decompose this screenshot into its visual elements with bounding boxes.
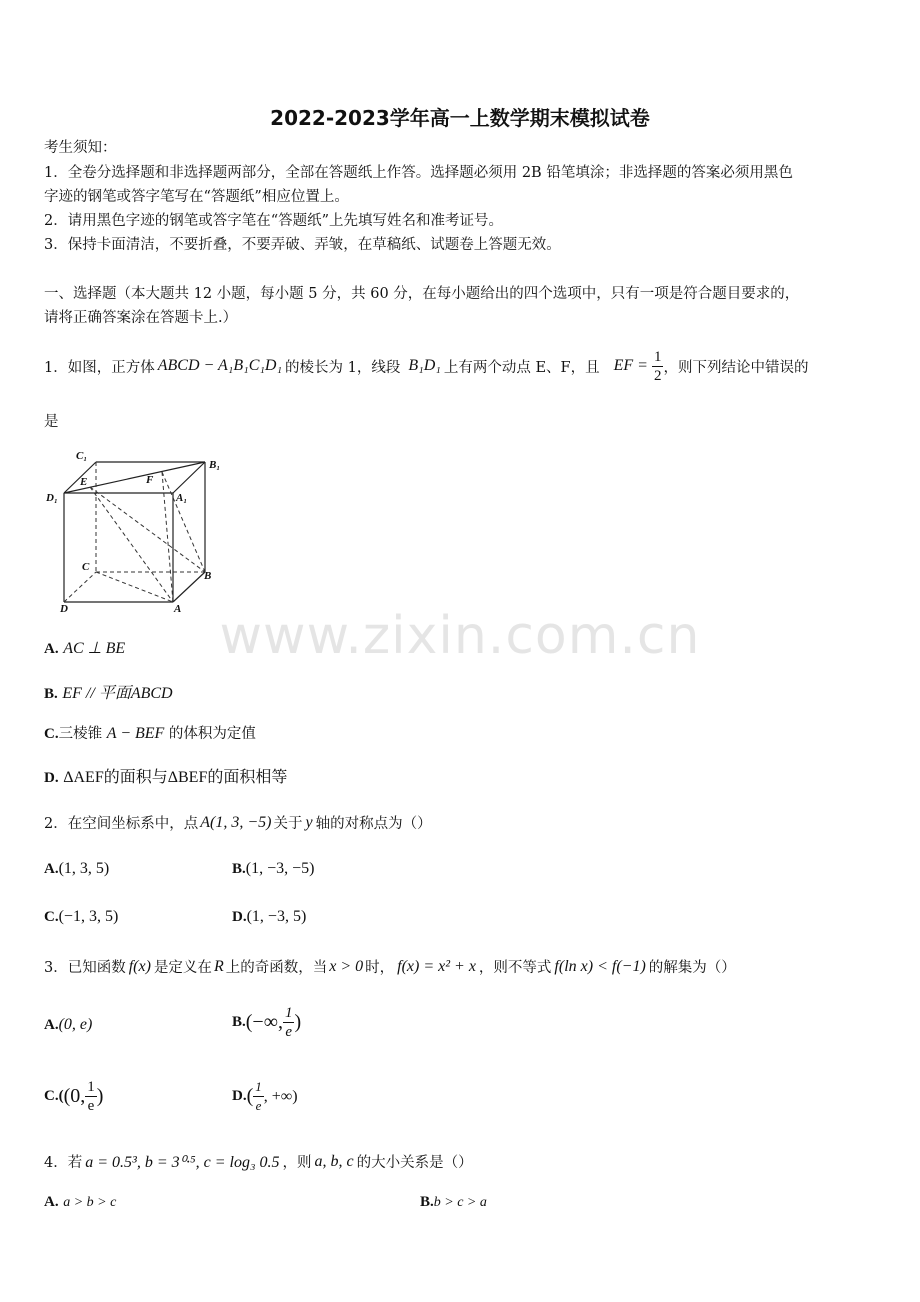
- q4-option-b-text: b > c > a: [433, 1195, 487, 1210]
- q2-text-2: 关于: [273, 816, 303, 832]
- page-title: 2022-2023学年高一上数学期末模拟试卷: [270, 106, 650, 130]
- notice-heading: 考生须知：: [44, 140, 117, 156]
- q1-option-d-text: ΔAEF的面积与ΔBEF的面积相等: [63, 769, 288, 786]
- q1-option-c-pre: 三棱锥: [58, 726, 103, 742]
- label-f: F: [146, 474, 154, 486]
- q3-option-b[interactable]: [232, 1004, 301, 1041]
- q1-text-3: 上有两个动点 E、F，且: [443, 359, 600, 376]
- q2-option-a-label: A.: [44, 861, 59, 877]
- label-a: A: [174, 603, 182, 615]
- q2-option-d-text: (1, −3, 5): [246, 908, 307, 925]
- q3-option-d-label: D.: [232, 1088, 247, 1104]
- q3-option-c-post: ): [96, 1085, 104, 1107]
- q3-option-a-text: (0, e): [58, 1016, 93, 1033]
- q1-fraction-num: 1: [653, 348, 662, 365]
- q2-option-b[interactable]: [232, 860, 314, 878]
- q1-text-1: 1．如图，正方体: [44, 359, 155, 376]
- label-d1: D₁: [46, 492, 58, 504]
- line-eb: [90, 487, 205, 572]
- q2-text-1: 2．在空间坐标系中，点: [44, 816, 199, 832]
- q3-text-3: 上的奇函数，当: [225, 960, 328, 976]
- q1-text-2: 的棱长为 1，线段: [285, 359, 401, 376]
- notice-line-1b: 字迹的钢笔或答字笔写在“答题纸”相应位置上。: [44, 189, 349, 205]
- q1-option-c-post: 的体积为定值: [168, 726, 256, 742]
- label-e: E: [80, 476, 88, 488]
- q1-option-c-math: A − BEF: [106, 725, 165, 742]
- q2-point: A(1, 3, −5): [200, 813, 272, 831]
- notice-line-3: 3．保持卡面清洁，不要折叠，不要弄破、弄皱，在草稿纸、试题卷上答题无效。: [44, 237, 561, 253]
- q3-option-c-label: C.(: [44, 1088, 64, 1104]
- label-b1: B₁: [209, 459, 221, 471]
- q4-option-b[interactable]: [420, 1194, 487, 1211]
- q3-domain: R: [213, 957, 224, 975]
- q3-inequality: f(ln x) < f(−1): [554, 957, 646, 975]
- q3-option-b-pre: (−∞,: [245, 1011, 283, 1033]
- cube-figure: [40, 446, 230, 618]
- q3-option-b-den: e: [285, 1024, 293, 1040]
- q3-option-b-post: ): [294, 1011, 302, 1033]
- q1-option-d-label: D.: [44, 770, 59, 786]
- q1-fraction: [652, 348, 664, 385]
- q4-expression: a = 0.5³, b = 3⁰·⁵, c = log₃ 0.5: [85, 1153, 280, 1171]
- q3-option-d-pre: (: [246, 1085, 254, 1107]
- q2-option-b-label: B.: [232, 861, 246, 877]
- edge-ab: [173, 572, 205, 602]
- q3-option-c-fraction: [85, 1078, 97, 1115]
- q1-cube-name: ABCD − A₁B₁C₁D₁: [157, 357, 283, 374]
- q3-option-d-den: e: [255, 1098, 262, 1113]
- q3-option-b-num: 1: [284, 1005, 293, 1021]
- q3-condition: x > 0: [329, 957, 364, 975]
- q3-option-b-label: B.: [232, 1014, 246, 1030]
- q2-option-d-label: D.: [232, 909, 247, 925]
- notice-line-1a: 1．全卷分选择题和非选择题两部分，全部在答题纸上作答。选择题必须用 2B 铅笔填涂；非选择题的答案必须用黑色: [44, 165, 793, 181]
- watermark: www.zixin.com.cn: [219, 606, 701, 666]
- q3-option-c-den: e: [87, 1098, 95, 1114]
- q4-option-b-label: B.: [420, 1194, 434, 1210]
- q3-function: f(x): [128, 957, 151, 975]
- q3-option-b-fraction: [283, 1004, 295, 1041]
- q1-option-b-label: B.: [44, 686, 58, 702]
- q1-option-c-label: C.: [44, 726, 59, 742]
- q2-text-3: 轴的对称点为（）: [315, 816, 432, 832]
- label-c1: C₁: [76, 450, 88, 462]
- question-2-stem: [44, 812, 432, 833]
- notice-line-2: 2．请用黑色字迹的钢笔或答字笔在“答题纸”上先填写姓名和准考证号。: [44, 213, 504, 229]
- q1-text-4: ，则下列结论中错误的: [663, 359, 809, 376]
- q1-option-c[interactable]: [44, 722, 256, 743]
- q2-option-b-text: (1, −3, −5): [245, 860, 315, 877]
- q3-option-c-num: 1: [87, 1079, 95, 1095]
- q4-variables: a, b, c: [314, 1152, 354, 1170]
- q1-option-a-text: AC ⊥ BE: [63, 640, 126, 657]
- q2-option-d[interactable]: [232, 908, 306, 926]
- q4-text-3: 的大小关系是（）: [356, 1155, 473, 1171]
- q1-option-a[interactable]: [44, 638, 125, 658]
- section-heading-line-1: 一、选择题（本大题共 12 小题，每小题 5 分，共 60 分，在每小题给出的四个选项中，只有一项是符合题目要求的，: [44, 286, 800, 302]
- diag-ca-hidden: [96, 572, 173, 602]
- label-b: B: [204, 570, 212, 582]
- q2-option-c-text: (−1, 3, 5): [58, 908, 119, 925]
- q1-option-b-text: EF // 平面ABCD: [62, 685, 173, 702]
- q3-option-d-post: , +∞): [263, 1087, 298, 1105]
- label-a1: A₁: [176, 492, 188, 504]
- question-4-stem: [44, 1151, 473, 1172]
- q3-option-a[interactable]: [44, 1016, 92, 1034]
- q3-definition: f(x) = x² + x: [397, 957, 476, 975]
- q4-option-a-label: A.: [44, 1194, 59, 1210]
- q2-axis: y: [305, 813, 313, 831]
- question-1-stem: [44, 346, 808, 386]
- q4-option-a-text: a > b > c: [63, 1195, 117, 1210]
- q1-text-5: 是: [44, 414, 59, 430]
- q3-option-c-pre: (0,: [63, 1085, 86, 1107]
- q2-option-c[interactable]: [44, 908, 118, 926]
- q3-option-d-fraction: [253, 1078, 264, 1115]
- q3-text-1: 3．已知函数: [44, 960, 126, 976]
- q1-ef: EF =: [613, 357, 648, 374]
- line-ea: [90, 487, 173, 602]
- q3-option-c[interactable]: [44, 1078, 103, 1115]
- q1-option-a-label: A.: [44, 641, 59, 657]
- q4-text-1: 4．若: [44, 1155, 83, 1171]
- q2-option-a-text: (1, 3, 5): [58, 860, 110, 877]
- question-3-stem: [44, 956, 736, 977]
- q1-option-b[interactable]: [44, 680, 173, 703]
- q2-option-c-label: C.: [44, 909, 59, 925]
- q1-segment: B₁D₁: [408, 357, 441, 374]
- q3-text-4: 时，: [365, 960, 395, 976]
- q3-text-6: 的解集为（）: [648, 960, 736, 976]
- q3-text-2: 是定义在: [153, 960, 212, 976]
- q2-option-a[interactable]: [44, 860, 109, 878]
- q4-text-2: ，则: [282, 1155, 312, 1171]
- q1-fraction-den: 2: [653, 367, 662, 384]
- edge-dc-hidden: [64, 572, 96, 602]
- q3-option-a-label: A.: [44, 1017, 59, 1033]
- section-heading-line-2: 请将正确答案涂在答题卡上.）: [44, 310, 238, 326]
- line-fa: [162, 472, 173, 602]
- q1-option-d[interactable]: [44, 764, 287, 787]
- q3-option-d[interactable]: [232, 1078, 298, 1115]
- q3-option-d-num: 1: [253, 1078, 264, 1097]
- edge-a1b1: [173, 462, 205, 493]
- q4-option-a[interactable]: [44, 1194, 116, 1211]
- line-fb: [162, 472, 205, 572]
- q3-text-5: ，则不等式: [478, 960, 552, 976]
- label-c: C: [82, 561, 90, 573]
- label-d: D: [60, 603, 68, 615]
